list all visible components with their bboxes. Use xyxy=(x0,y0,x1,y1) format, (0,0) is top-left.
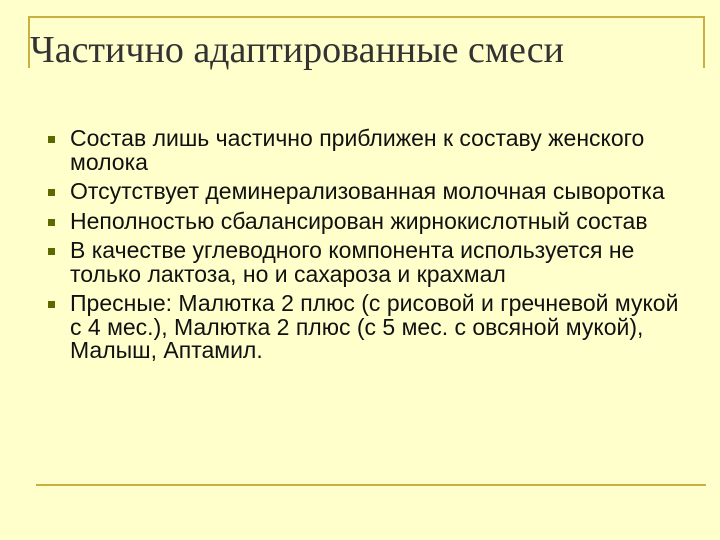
bullet-item xyxy=(48,292,688,363)
bullet-item xyxy=(48,127,688,174)
square-bullet-icon xyxy=(48,248,55,255)
bullet-text: Отсутствует деминерализованная молочная сыворотка xyxy=(70,178,665,204)
frame-bottom-line xyxy=(36,484,706,486)
bullet-text: В качестве углеводного компонента используется не только лактоза, но и сахароза и крахмал xyxy=(70,237,635,287)
slide-title: Частично адаптированные смеси xyxy=(30,29,564,71)
bullet-list xyxy=(48,127,688,369)
bullet-item xyxy=(48,207,688,234)
frame-right-line xyxy=(703,16,705,68)
frame-top-line xyxy=(28,16,705,18)
square-bullet-icon xyxy=(48,219,55,226)
square-bullet-icon xyxy=(48,189,55,196)
square-bullet-icon xyxy=(48,301,55,308)
bullet-item xyxy=(48,180,688,204)
bullet-text: Неполностью сбалансирован жирнокислотный состав xyxy=(70,207,648,234)
bullet-text: Пресные: Малютка 2 плюс (с рисовой и гречневой мукой с 4 мес.), Малютка 2 плюс (с 5 мес. с овсяной мукой), Малыш, Аптамил. xyxy=(70,290,679,363)
bullet-text: Состав лишь частично приближен к составу женского молока xyxy=(70,125,645,175)
bullet-item xyxy=(48,239,688,286)
square-bullet-icon xyxy=(48,136,55,143)
